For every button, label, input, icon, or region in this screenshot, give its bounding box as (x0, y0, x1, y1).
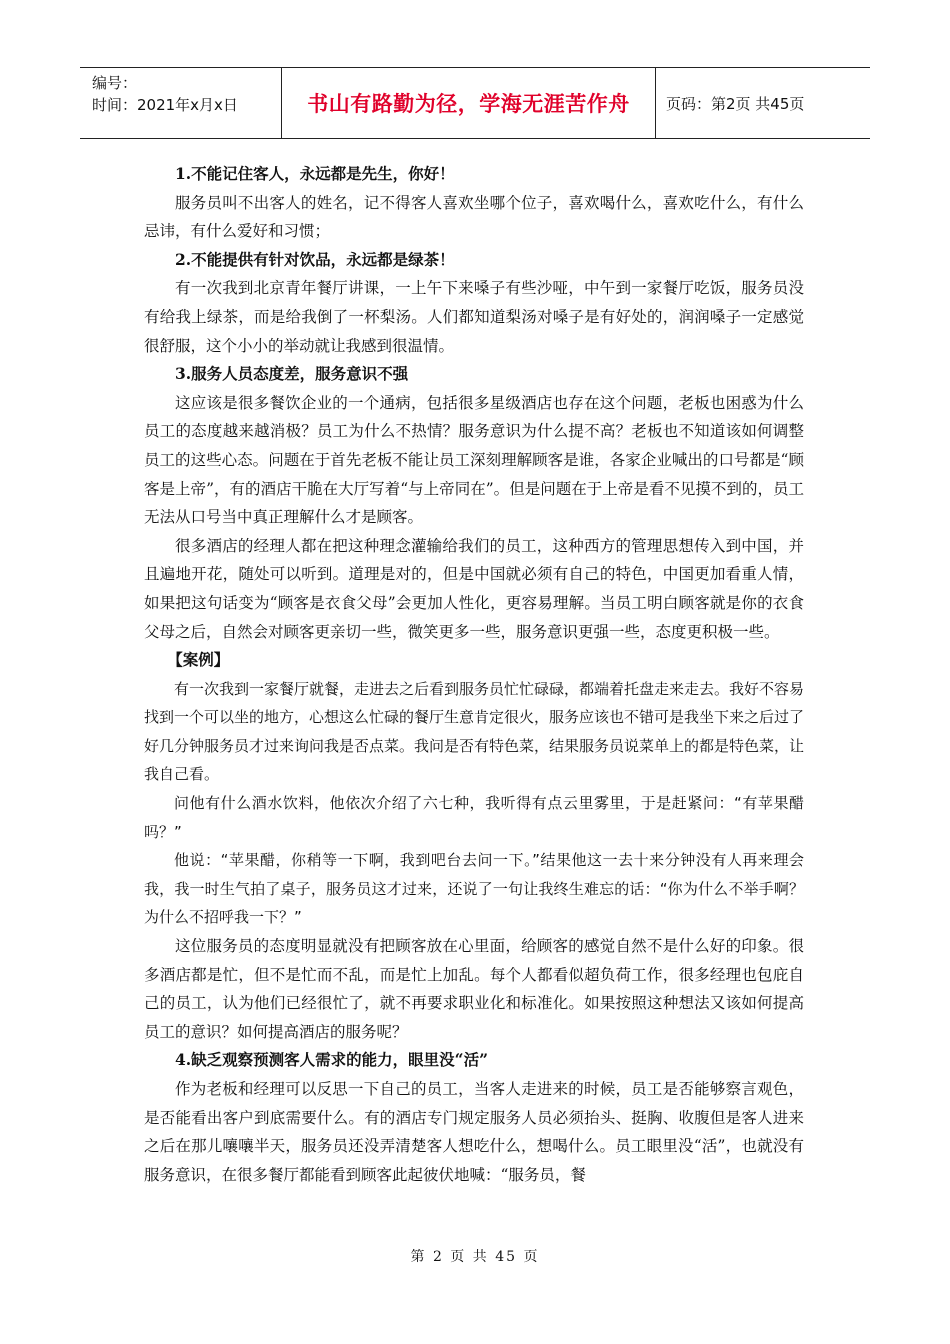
paragraph: 这应该是很多餐饮企业的一个通病，包括很多星级酒店也存在这个问题，老板也困惑为什么员工的态度越来越消极？员工为什么不热情？服务意识为什么提不高？老板也不知道该如何调整员工的这些心态。问题在于首先老板不能让员工深刻理解顾客是谁，各家企业喊出的口号都是“顾客是上帝”，有的酒店干脆在大厅写着“与上帝同在”。但是问题在于上帝是看不见摸不到的，员工无法从口号当中真正理解什么才是顾客。 (144, 393, 804, 527)
section-heading-4: 4.缺乏观察预测客人需求的能力，眼里没“活” (175, 1050, 489, 1070)
paragraph: 作为老板和经理可以反思一下自己的员工，当客人走进来的时候，员工是否能够察言观色，是否能看出客户到底需要什么。有的酒店专门规定服务人员必须抬头、挺胸、收腹但是客人进来之后在那儿嚷嚷半天，服务员还没弄清楚客人想吃什么，想喝什么。员工眼里没“活”，也就没有服务意识，在很多餐厅都能看到顾客此起彼伏地喊：“服务员，餐 (144, 1080, 804, 1184)
document-body (144, 160, 804, 1189)
header-page-code: 页码：第2页 共45页 (666, 94, 805, 113)
paragraph: 这位服务员的态度明显就没有把顾客放在心里面，给顾客的感觉自然不是什么好的印象。很多酒店都是忙，但不是忙而不乱，而是忙上加乱。每个人都看似超负荷工作，很多经理也包庇自己的员工，认为他们已经很忙了，就不再要求职业化和标准化。如果按照这种想法又该如何提高员工的意识？如何提高酒店的服务呢？ (144, 937, 804, 1041)
paragraph: 有一次我到北京青年餐厅讲课，一上午下来嗓子有些沙哑，中午到一家餐厅吃饭，服务员没有给我上绿茶，而是给我倒了一杯梨汤。人们都知道梨汤对嗓子是有好处的，润润嗓子一定感觉很舒服，这个小小的举动就让我感到很温情。 (144, 279, 804, 355)
header-motto: 书山有路勤为径，学海无涯苦作舟 (282, 68, 656, 138)
case-heading: 【案例】 (167, 650, 230, 670)
document-date-label: 时间：2021年x月x日 (92, 96, 238, 114)
case-paragraph: 问他有什么酒水饮料，他依次介绍了六七种，我听得有点云里雾里，于是赶紧问：“有苹果醋吗？” (144, 794, 804, 841)
paragraph: 服务员叫不出客人的姓名，记不得客人喜欢坐哪个位子，喜欢喝什么，喜欢吃什么，有什么忌讳，有什么爱好和习惯； (144, 193, 804, 241)
section-heading-2: 2.不能提供有针对饮品，永远都是绿茶！ (175, 249, 455, 269)
case-paragraph: 他说：“苹果醋，你稍等一下啊，我到吧台去问一下。”结果他这一去十来分钟没有人再来理会我，我一时生气拍了桌子，服务员这才过来，还说了一句让我终生难忘的话：“你为什么不举手啊？为什么不招呼我一下？” (144, 851, 804, 927)
paragraph: 很多酒店的经理人都在把这种理念灌输给我们的员工，这种西方的管理思想传入到中国，并且遍地开花，随处可以听到。道理是对的，但是中国就必须有自己的特色，中国更加看重人情，如果把这句话变为“顾客是衣食父母”会更加人性化，更容易理解。当员工明白顾客就是你的衣食父母之后，自然会对顾客更亲切一些，微笑更多一些，服务意识更强一些，态度更积极一些。 (144, 536, 804, 641)
page-footer: 第 2 页 共 45 页 (410, 1249, 540, 1265)
page-header (80, 67, 870, 139)
section-heading-1: 1.不能记住客人，永远都是先生，你好！ (175, 164, 455, 183)
case-paragraph: 有一次我到一家餐厅就餐，走进去之后看到服务员忙忙碌碌，都端着托盘走来走去。我好不容易找到一个可以坐的地方，心想这么忙碌的餐厅生意肯定很火，服务应该也不错可是我坐下来之后过了好几分钟服务员才过来询问我是否点菜。我问是否有特色菜，结果服务员说菜单上的都是特色菜，让我自己看。 (144, 679, 805, 784)
section-heading-3: 3.服务人员态度差，服务意识不强 (175, 364, 409, 384)
header-meta (80, 68, 282, 138)
document-number-label: 编号： (92, 74, 138, 92)
